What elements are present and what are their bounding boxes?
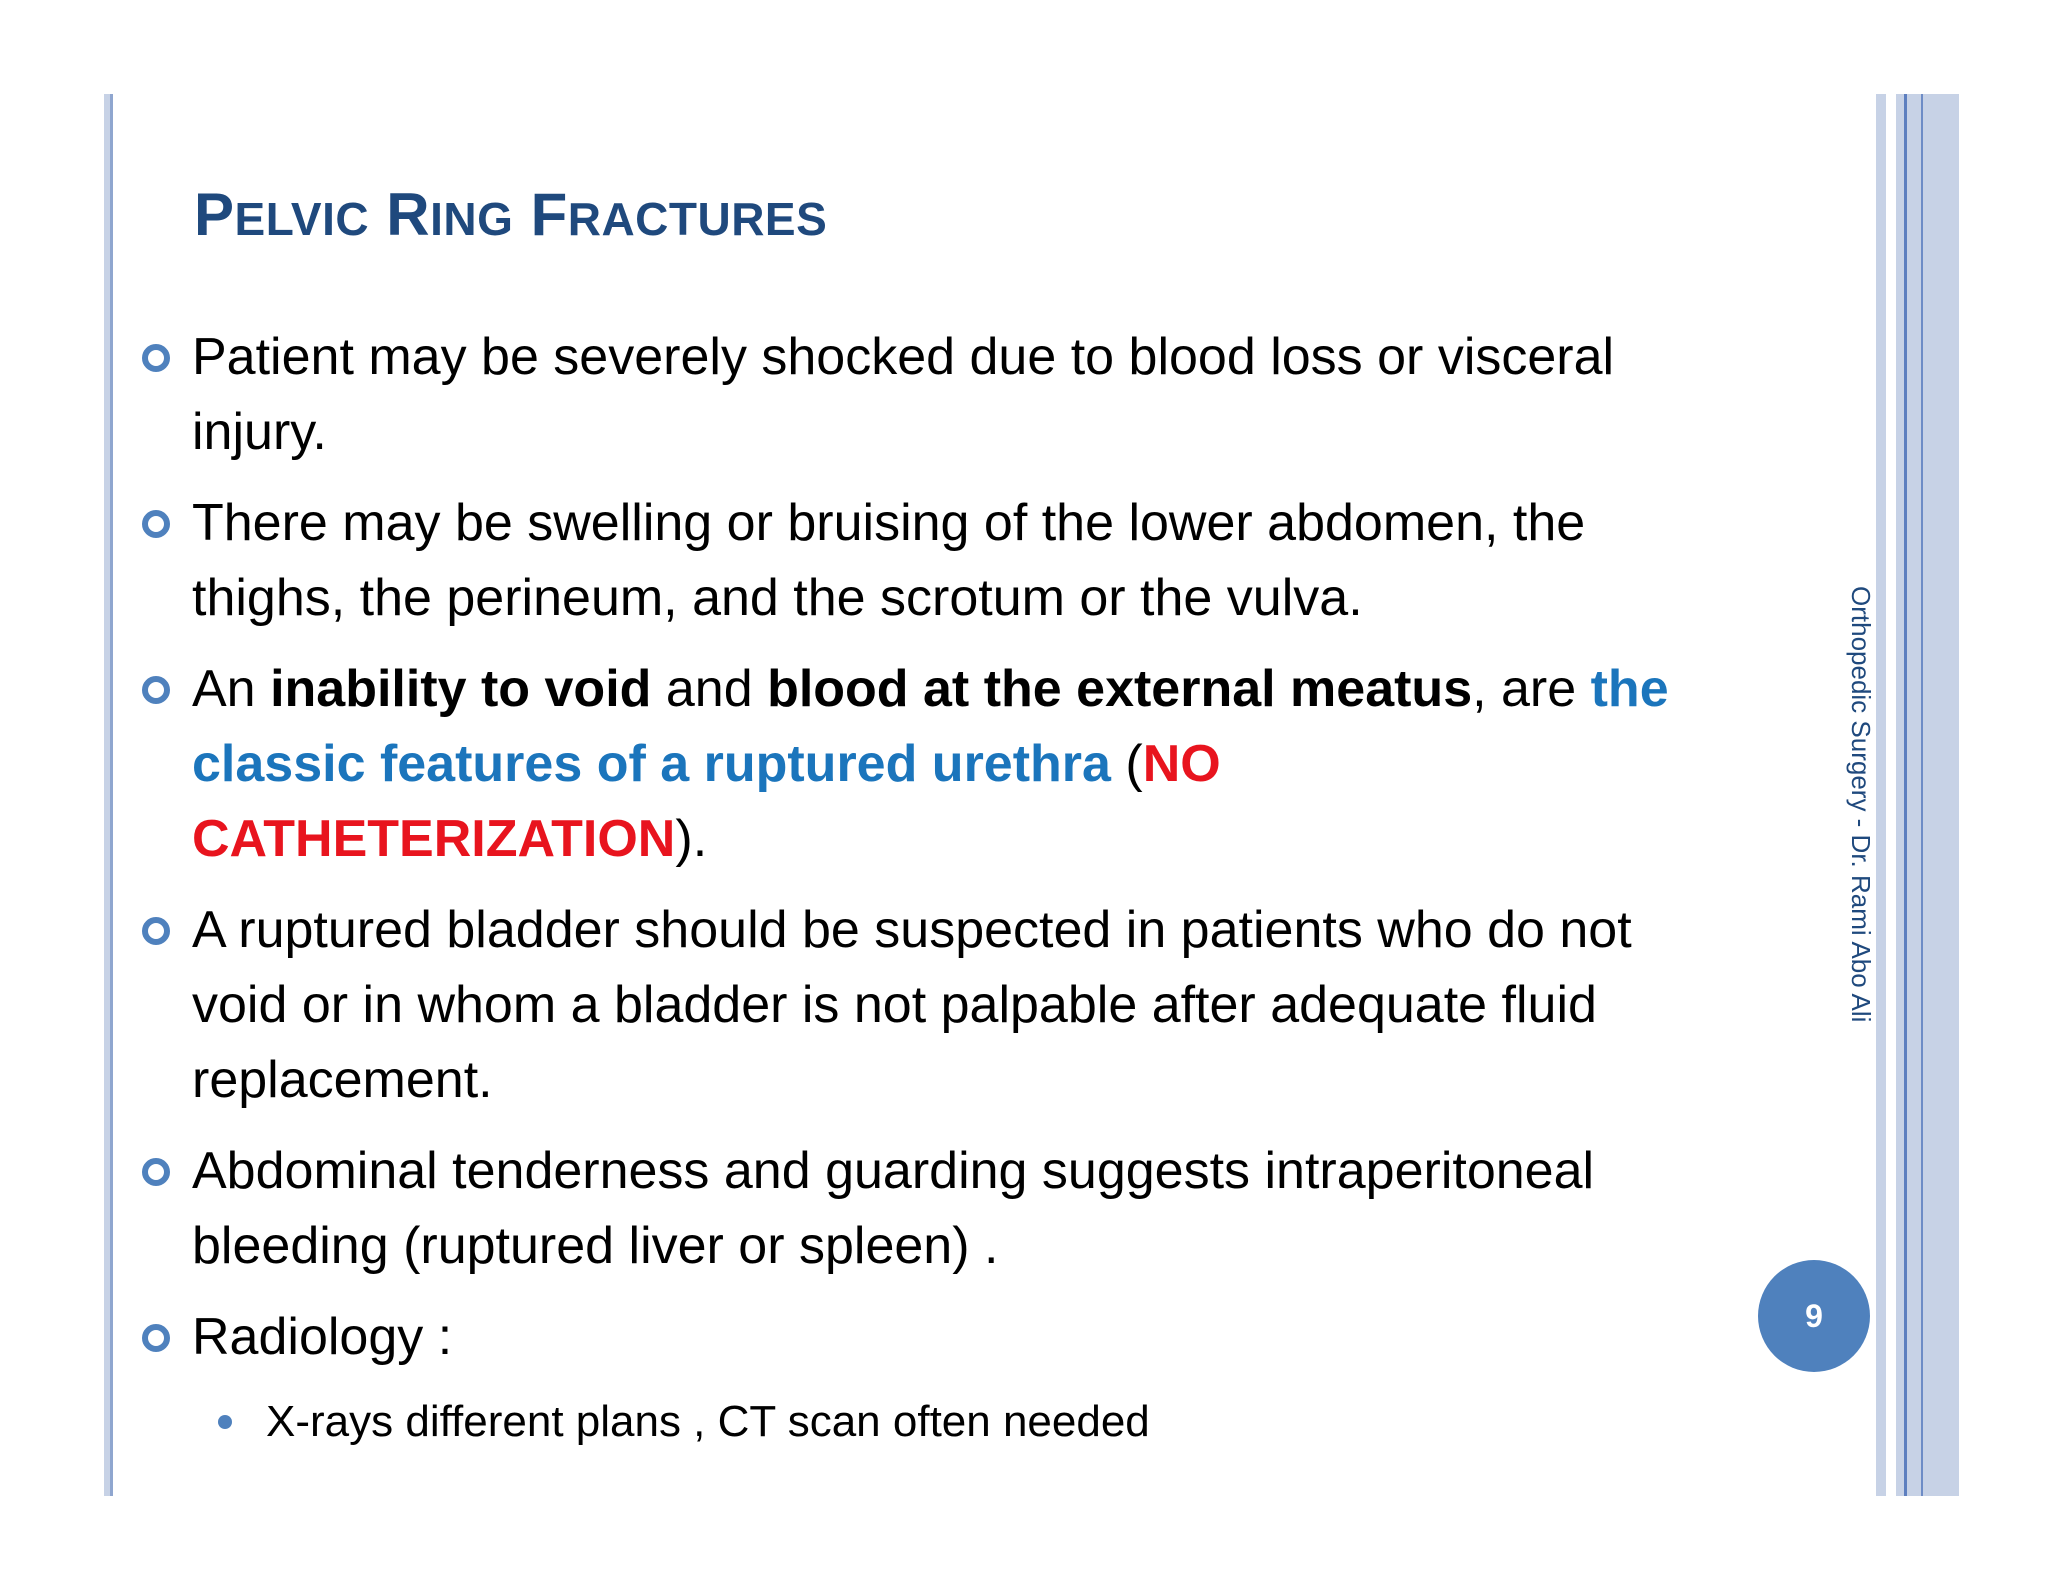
right-band-stripe [1896, 94, 1904, 1496]
bullet-item [136, 320, 1736, 470]
bullet-ring-icon [142, 917, 170, 945]
bold-phrase: blood at the external meatus [767, 660, 1473, 718]
bullet-text-segment: ( [1110, 735, 1143, 793]
title-rest: ELVIC [234, 193, 370, 245]
bullet-dot-icon [218, 1415, 232, 1429]
bullet-item [136, 652, 1736, 877]
bullet-text: Radiology : [192, 1308, 453, 1366]
bullet-ring-icon [142, 344, 170, 372]
title-initial: R [386, 181, 431, 248]
title-initial: P [194, 181, 235, 248]
right-band-gap [1886, 94, 1896, 1496]
footer-vertical-text [1842, 586, 1882, 1066]
bullet-ring-icon [142, 1324, 170, 1352]
title-rest: RACTURES [567, 193, 828, 245]
bullet-list [136, 320, 1736, 1457]
footer-author-label: Orthopedic Surgery - Dr. Rami Abo Ali [1846, 586, 1876, 1023]
bullet-ring-icon [142, 676, 170, 704]
right-band-stripe [1923, 94, 1959, 1496]
bullet-item [136, 1134, 1736, 1284]
bullet-text-segment: An [192, 660, 271, 718]
sub-bullet-item [136, 1387, 1736, 1457]
bullet-item [136, 893, 1736, 1118]
bullet-text: There may be swelling or bruising of the lower abdomen, the thighs, the perineum, and the scrotum or the vulva. [192, 494, 1586, 627]
bullet-text: Abdominal tenderness and guarding suggests intraperitoneal bleeding (ruptured liver or spleen) . [192, 1142, 1595, 1275]
highlight-red-phrase: NO CATHETERIZATION [192, 735, 1221, 868]
bullet-item [136, 1300, 1736, 1375]
slide-title [194, 180, 827, 249]
bold-phrase: inability to void [270, 660, 652, 718]
title-rest: ING [430, 193, 514, 245]
sub-bullet-text: X-rays different plans , CT scan often needed [266, 1397, 1150, 1446]
bullet-text-segment: , are [1472, 660, 1591, 718]
left-border-line-accent [110, 94, 113, 1496]
page-number-badge: 9 [1758, 1260, 1870, 1372]
right-band-stripe [1907, 94, 1921, 1496]
bullet-text-segment: ). [675, 810, 708, 868]
bullet-text: Patient may be severely shocked due to blood loss or visceral injury. [192, 328, 1615, 461]
bullet-text: A ruptured bladder should be suspected in patients who do not void or in whom a bladder is not palpable after adequate fluid replacement. [192, 901, 1632, 1109]
bullet-ring-icon [142, 1158, 170, 1186]
title-initial: F [530, 181, 568, 248]
bullet-item [136, 486, 1736, 636]
bullet-ring-icon [142, 510, 170, 538]
bullet-text-segment: and [651, 660, 768, 718]
highlight-blue-phrase: the classic features of a ruptured urethra [192, 660, 1669, 793]
